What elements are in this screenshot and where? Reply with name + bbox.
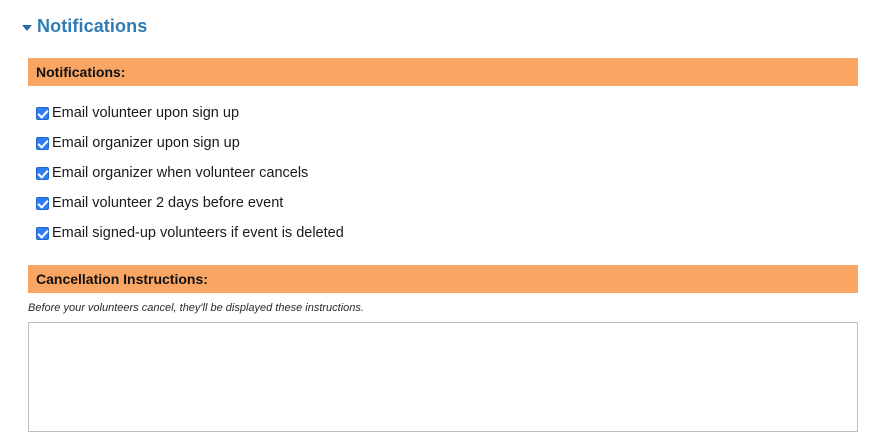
notifications-section-header xyxy=(0,0,896,40)
cancellation-instructions-hint: Before your volunteers cancel, they'll be displayed these instructions. xyxy=(28,302,364,314)
page-title: Notifications xyxy=(37,15,148,36)
notifications-options-list xyxy=(36,98,836,248)
list-item xyxy=(36,188,836,218)
list-item xyxy=(36,128,836,158)
checkbox-label: Email volunteer 2 days before event xyxy=(52,194,284,211)
checkbox-email-volunteer-reminder[interactable] xyxy=(36,197,49,210)
checkbox-label: Email signed-up volunteers if event is deleted xyxy=(52,224,344,241)
list-item xyxy=(36,158,836,188)
checkbox-email-volunteers-event-deleted[interactable] xyxy=(36,227,49,240)
checkbox-label: Email organizer when volunteer cancels xyxy=(52,164,309,181)
checkbox-email-organizer-cancel[interactable] xyxy=(36,167,49,180)
checkbox-label: Email organizer upon sign up xyxy=(52,134,240,151)
checkbox-email-volunteer-signup[interactable] xyxy=(36,107,49,120)
list-item xyxy=(36,98,836,128)
checkbox-label: Email volunteer upon sign up xyxy=(52,104,240,121)
list-item xyxy=(36,218,836,248)
cancellation-instructions-bar xyxy=(28,265,858,293)
notifications-bar-label: Notifications: xyxy=(36,64,126,80)
triangle-down-icon[interactable] xyxy=(22,25,32,31)
checkbox-email-organizer-signup[interactable] xyxy=(36,137,49,150)
cancellation-instructions-bar-label: Cancellation Instructions: xyxy=(36,271,208,287)
cancellation-instructions-input[interactable] xyxy=(28,322,858,432)
notifications-bar xyxy=(28,58,858,86)
